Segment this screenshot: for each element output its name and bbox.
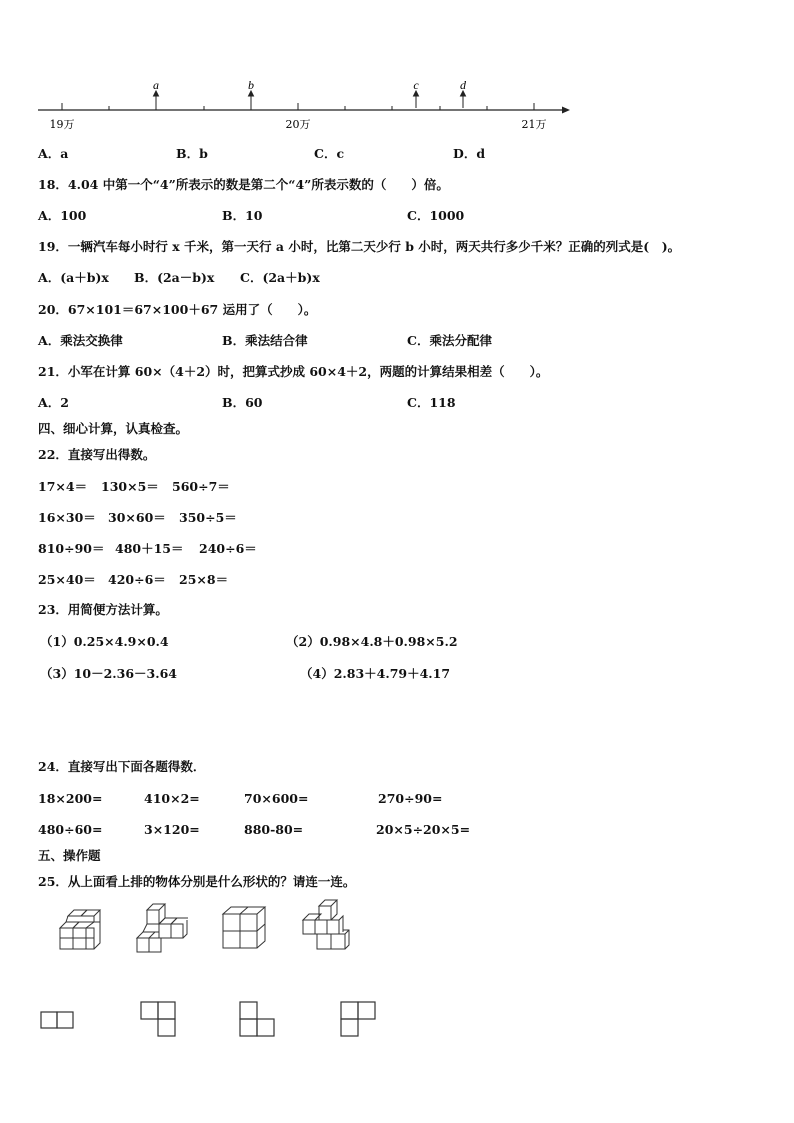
q22-r4-c3: 25×8＝: [179, 572, 229, 587]
q17-option-c[interactable]: C．c: [314, 146, 345, 161]
q23-item-1: （1）0.25×4.9×0.4: [40, 634, 169, 649]
marker-a: a: [153, 78, 159, 92]
q23-item-2: （2）0.98×4.8＋0.98×5.2: [286, 634, 458, 649]
marker-arrows: [154, 91, 466, 108]
marker-c: c: [413, 78, 419, 92]
cube-stack-1-figure[interactable]: [54, 906, 106, 954]
top-view-2-figure[interactable]: [140, 1001, 182, 1039]
marker-b: b: [248, 78, 254, 92]
q24-r1-c3: 70×600=: [244, 791, 309, 806]
q24-r1-c4: 270÷90=: [378, 791, 443, 806]
axis-arrow: [562, 107, 570, 114]
top-view-1-figure[interactable]: [40, 1010, 76, 1030]
q22-r2-c3: 350÷5＝: [179, 510, 237, 525]
tick-label-19wan: 19万: [49, 118, 75, 131]
section-4-heading: 四、细心计算，认真检查。: [38, 421, 189, 436]
top-view-4-figure[interactable]: [340, 1001, 380, 1039]
q18-option-b[interactable]: B．10: [222, 208, 263, 223]
q24-r2-c2: 3×120=: [144, 822, 200, 837]
tick-label-20wan: 20万: [285, 118, 311, 131]
q18-option-a[interactable]: A．100: [38, 208, 87, 223]
q22-r1-c3: 560÷7＝: [172, 479, 230, 494]
q19-option-a[interactable]: A．(a＋b)x: [38, 270, 109, 285]
q21-option-b[interactable]: B．60: [222, 395, 263, 410]
q22-r2-c1: 16×30＝: [38, 510, 96, 525]
tick-label-21wan: 21万: [521, 118, 547, 131]
q17-option-b[interactable]: B．b: [176, 146, 208, 161]
q17-option-a[interactable]: A．a: [38, 146, 69, 161]
q17-option-d[interactable]: D．d: [453, 146, 486, 161]
q19-option-b[interactable]: B．(2a－b)x: [134, 270, 215, 285]
cube-stack-2-figure[interactable]: [134, 902, 188, 956]
q19-option-c[interactable]: C．(2a＋b)x: [240, 270, 320, 285]
q22-r1-c2: 130×5＝: [101, 479, 159, 494]
q22-r3-c1: 810÷90＝: [38, 541, 105, 556]
q20-option-b[interactable]: B．乘法结合律: [222, 333, 308, 348]
q24-r2-c1: 480÷60=: [38, 822, 103, 837]
q23-item-3: （3）10－2.36－3.64: [40, 666, 177, 681]
q20-option-c[interactable]: C．乘法分配律: [407, 333, 492, 348]
q24-r2-c4: 20×5÷20×5=: [376, 822, 471, 837]
q22-r3-c3: 240÷6＝: [199, 541, 257, 556]
q24-r2-c3: 880-80=: [244, 822, 304, 837]
q23-stem: 23．用简便方法计算。: [38, 602, 168, 617]
q24-r1-c1: 18×200=: [38, 791, 103, 806]
q21-option-a[interactable]: A．2: [38, 395, 69, 410]
q23-item-4: （4）2.83＋4.79＋4.17: [300, 666, 451, 681]
q19-stem: 19．一辆汽车每小时行 x 千米，第一天行 a 小时，比第二天少行 b 小时，两天共行多少千米？正确的列式是( )。: [38, 239, 681, 254]
q22-r4-c1: 25×40＝: [38, 572, 96, 587]
q20-option-a[interactable]: A．乘法交换律: [38, 333, 123, 348]
cube-stack-4-figure[interactable]: [299, 898, 355, 954]
cube-stack-3-figure[interactable]: [219, 904, 269, 952]
marker-d: d: [460, 78, 466, 92]
number-line: [0, 0, 794, 160]
section-5-heading: 五、操作题: [38, 848, 101, 863]
q22-r3-c2: 480＋15＝: [115, 541, 184, 556]
q22-r2-c2: 30×60＝: [108, 510, 166, 525]
q22-r1-c1: 17×4＝: [38, 479, 88, 494]
q25-stem: 25．从上面看上排的物体分别是什么形状的？请连一连。: [38, 874, 356, 889]
q18-stem: 18．4.04 中第一个“4”所表示的数是第二个“4”所表示数的（ ）倍。: [38, 177, 449, 192]
q22-stem: 22．直接写出得数。: [38, 447, 156, 462]
q18-option-c[interactable]: C．1000: [407, 208, 465, 223]
q22-r4-c2: 420÷6＝: [108, 572, 166, 587]
q21-option-c[interactable]: C．118: [407, 395, 456, 410]
q24-stem: 24．直接写出下面各题得数．: [38, 759, 206, 774]
top-view-3-figure[interactable]: [239, 1001, 279, 1039]
q20-stem: 20．67×101＝67×100＋67 运用了（ ）。: [38, 302, 317, 317]
q21-stem: 21．小军在计算 60×（4＋2）时，把算式抄成 60×4＋2，两题的计算结果相差（ ）。: [38, 364, 549, 379]
q24-r1-c2: 410×2=: [144, 791, 200, 806]
